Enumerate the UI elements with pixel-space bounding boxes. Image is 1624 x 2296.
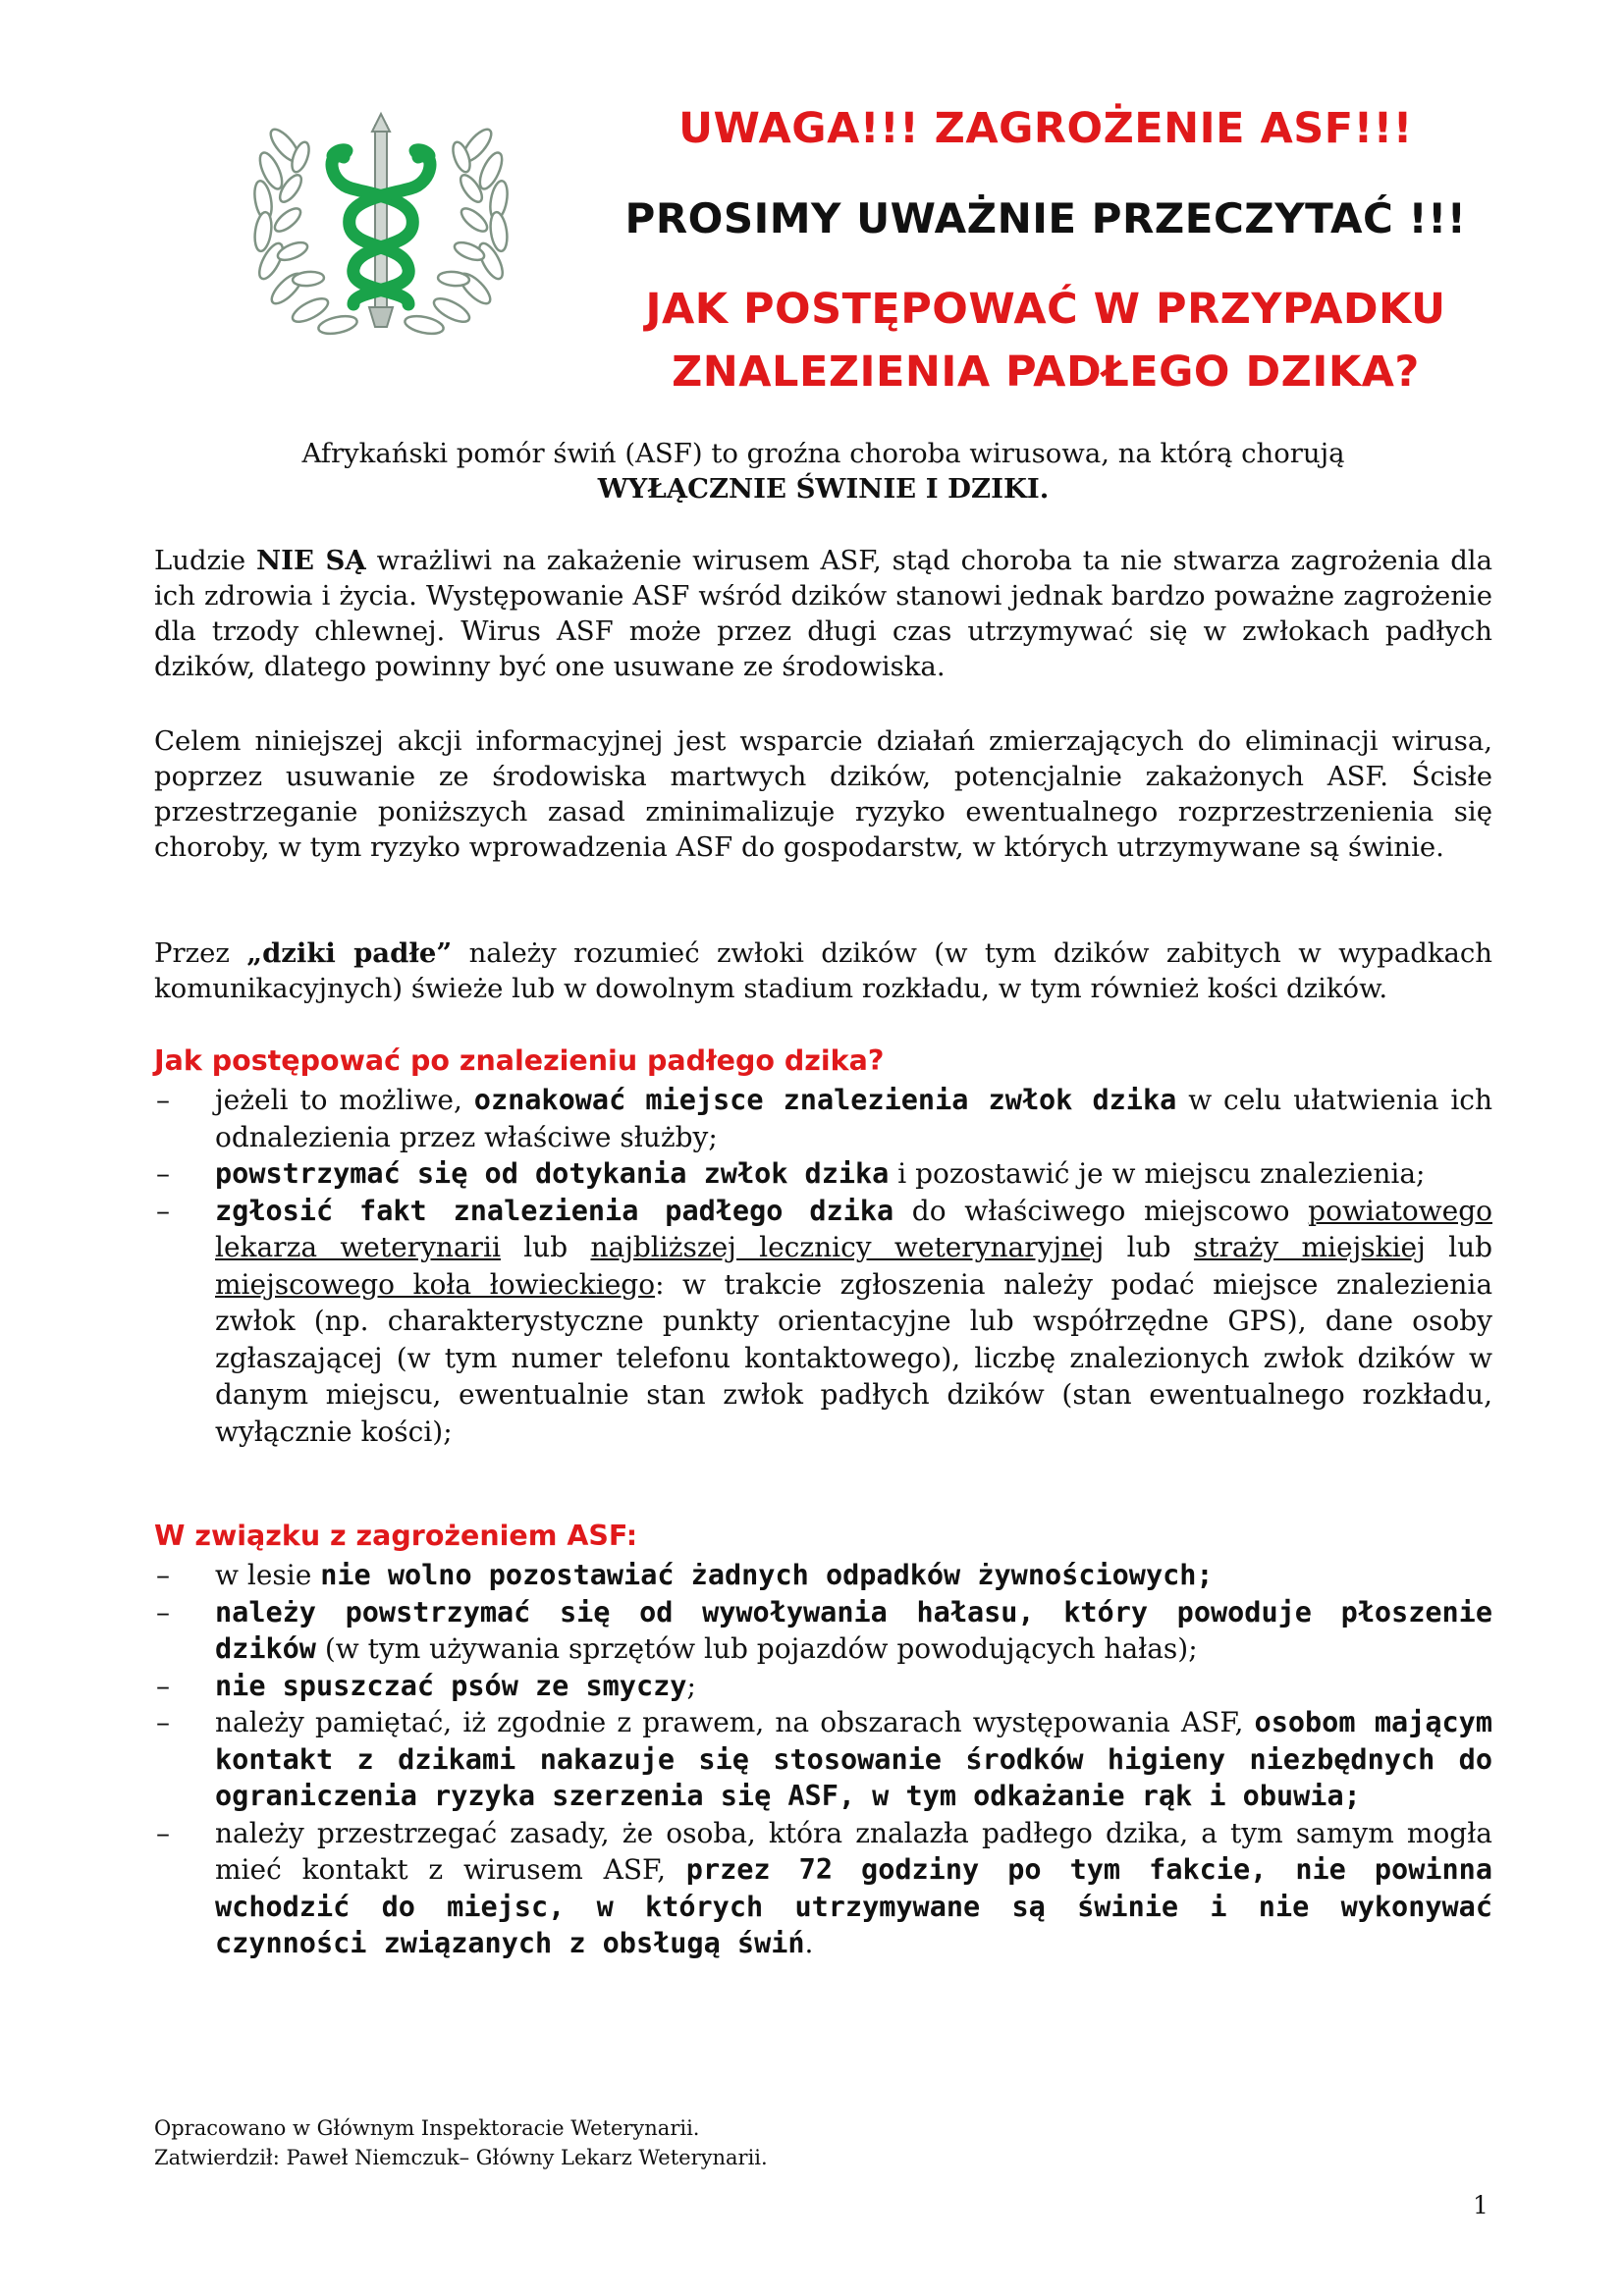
underlined-contact: miejscowego koła łowieckiego bbox=[215, 1267, 656, 1301]
section-heading-found-boar: Jak postępować po znalezieniu padłego dzika? bbox=[154, 1044, 885, 1077]
emphasis: nie spuszczać psów ze smyczy bbox=[215, 1669, 687, 1702]
emphasis: osobom mającym kontakt z dzikami nakazuje się stosowanie środków higieny niezbędnych do ograniczenia ryzyka szerzenia się ASF, w tym odkażanie rąk i obuwia; bbox=[215, 1706, 1492, 1812]
intro-line-2 bbox=[154, 471, 1492, 507]
section-heading-asf-threat: W związku z zagrożeniem ASF: bbox=[154, 1520, 638, 1552]
intro-emphasis: WYŁĄCZNIE ŚWINIE I DZIKI. bbox=[597, 473, 1050, 505]
list-item bbox=[154, 1704, 1492, 1815]
text: (w tym używania sprzętów lub pojazdów powodujących hałas); bbox=[315, 1632, 1198, 1665]
emphasis: przez 72 godziny po tym fakcie, nie powinna wchodzić do miejsc, w których utrzymywane są świnie i nie wykonywać czynności związanych z obsługą świń bbox=[215, 1853, 1492, 1959]
text: należy pamiętać, iż zgodnie z prawem, na obszarach występowania ASF, bbox=[215, 1706, 1255, 1738]
veterinary-inspection-logo bbox=[234, 106, 528, 356]
emphasis: „dziki padłe” bbox=[246, 937, 453, 969]
text: jeżeli to możliwe, bbox=[215, 1084, 474, 1116]
list-item bbox=[154, 1193, 1492, 1451]
warning-title: UWAGA!!! ZAGROŻENIE ASF!!! bbox=[678, 104, 1413, 153]
how-to-proceed-line-1: JAK POSTĘPOWAĆ W PRZYPADKU bbox=[645, 285, 1446, 334]
list-item bbox=[154, 1082, 1492, 1155]
dash-bullet: – bbox=[156, 1669, 170, 1702]
footer-line-1: Opracowano w Głównym Inspektoracie Weterynarii. bbox=[154, 2116, 700, 2140]
dash-bullet: – bbox=[156, 1157, 170, 1190]
text: ; bbox=[686, 1669, 696, 1702]
text: lub bbox=[500, 1231, 591, 1263]
text: Przez bbox=[154, 937, 247, 969]
paragraph-humans bbox=[154, 543, 1492, 684]
dash-bullet: – bbox=[156, 1194, 170, 1227]
footer-line-2: Zatwierdził: Paweł Niemczuk– Główny Lekarz Weterynarii. bbox=[154, 2146, 768, 2169]
list-item bbox=[154, 1668, 1492, 1705]
emphasis: powstrzymać się od dotykania zwłok dzika bbox=[215, 1157, 890, 1190]
please-read-title: PROSIMY UWAŻNIE PRZECZYTAĆ !!! bbox=[624, 194, 1467, 242]
text: w lesie bbox=[215, 1559, 321, 1591]
text: i pozostawić je w miejscu znalezienia; bbox=[889, 1157, 1426, 1190]
text: Ludzie bbox=[154, 545, 256, 576]
text: : w trakcie zgłoszenia należy podać miejsce znalezienia zwłok (np. charakterystyczne punkty orientacyjne lub współrzędne GPS), dane osoby zgłaszającej (w tym numer telefonu kontaktowego), liczbę znalezionych zwłok dzików w danym miejscu, ewentualnie stan zwłok padłych dzików (stan ewentualnego rozkładu, wyłącznie kości); bbox=[215, 1267, 1493, 1448]
paragraph-campaign-goal: Celem niniejszej akcji informacyjnej jest wsparcie działań zmierzających do eliminacji wirusa, poprzez usuwanie ze środowiska martwych dzików, potencjalnie zakażonych ASF. Ścisłe przestrzeganie poniższych zasad zminimalizuje ryzyko ewentualnego rozprzestrzenienia się choroby, w tym ryzyko wprowadzenia ASF do gospodarstw, w których utrzymywane są świnie. bbox=[154, 725, 1492, 863]
dash-bullet: – bbox=[156, 1559, 170, 1591]
underlined-contact: powiatowego lekarza weterynarii bbox=[215, 1194, 1492, 1263]
intro-paragraph bbox=[154, 436, 1492, 507]
text: do właściwego miejscowo bbox=[893, 1194, 1309, 1227]
emphasis: należy powstrzymać się od wywoływania hałasu, który powoduje płoszenie dzików bbox=[215, 1595, 1492, 1665]
text: należy rozumieć zwłoki dzików (w tym dzików zabitych w wypadkach komunikacyjnych) świeże lub w dowolnym stadium rozkładu, w tym również kości dzików. bbox=[154, 937, 1492, 1004]
list-item bbox=[154, 1155, 1492, 1193]
emphasis: zgłosić fakt znalezienia padłego dzika bbox=[215, 1194, 894, 1227]
how-to-proceed-title bbox=[530, 278, 1561, 403]
footer-credits bbox=[154, 2113, 768, 2172]
list-item bbox=[154, 1815, 1492, 1962]
dash-bullet: – bbox=[156, 1084, 170, 1116]
underlined-contact: straży miejskiej bbox=[1193, 1231, 1426, 1263]
text: w celu ułatwienia ich odnalezienia przez właściwe służby; bbox=[215, 1084, 1492, 1153]
text: . bbox=[804, 1927, 814, 1959]
emphasis: NIE SĄ bbox=[255, 545, 366, 576]
list-asf-threat bbox=[154, 1557, 1492, 1962]
intro-line-1: Afrykański pomór świń (ASF) to groźna choroba wirusowa, na którą chorują bbox=[301, 438, 1345, 469]
list-item bbox=[154, 1594, 1492, 1668]
dash-bullet: – bbox=[156, 1595, 170, 1629]
dash-bullet: – bbox=[156, 1816, 170, 1849]
dash-bullet: – bbox=[156, 1706, 170, 1738]
how-to-proceed-line-2: ZNALEZIENIA PADŁEGO DZIKA? bbox=[672, 347, 1420, 397]
emphasis: oznakować miejsce znalezienia zwłok dzika bbox=[473, 1084, 1177, 1116]
page-number: 1 bbox=[1473, 2191, 1489, 2219]
text: lub bbox=[1104, 1231, 1194, 1263]
list-item bbox=[154, 1557, 1492, 1594]
text: lub bbox=[1425, 1231, 1493, 1263]
list-found-boar bbox=[154, 1082, 1492, 1450]
paragraph-definition bbox=[154, 935, 1492, 1006]
underlined-contact: najbliższej lecznicy weterynaryjnej bbox=[590, 1231, 1105, 1263]
text: należy przestrzegać zasady, że osoba, która znalazła padłego dzika, a tym samym mogła mieć kontakt z wirusem ASF, bbox=[215, 1816, 1492, 1886]
emphasis: nie wolno pozostawiać żadnych odpadków żywnościowych; bbox=[320, 1559, 1214, 1591]
text: wrażliwi na zakażenie wirusem ASF, stąd choroba ta nie stwarza zagrożenia dla ich zdrowia i życia. Występowanie ASF wśród dzików stanowi jednak bardzo poważne zagrożenie dla trzody chlewnej. Wirus ASF może przez długi czas utrzymywać się w zwłokach padłych dzików, dlatego powinny być one usuwane ze środowiska. bbox=[154, 545, 1492, 682]
